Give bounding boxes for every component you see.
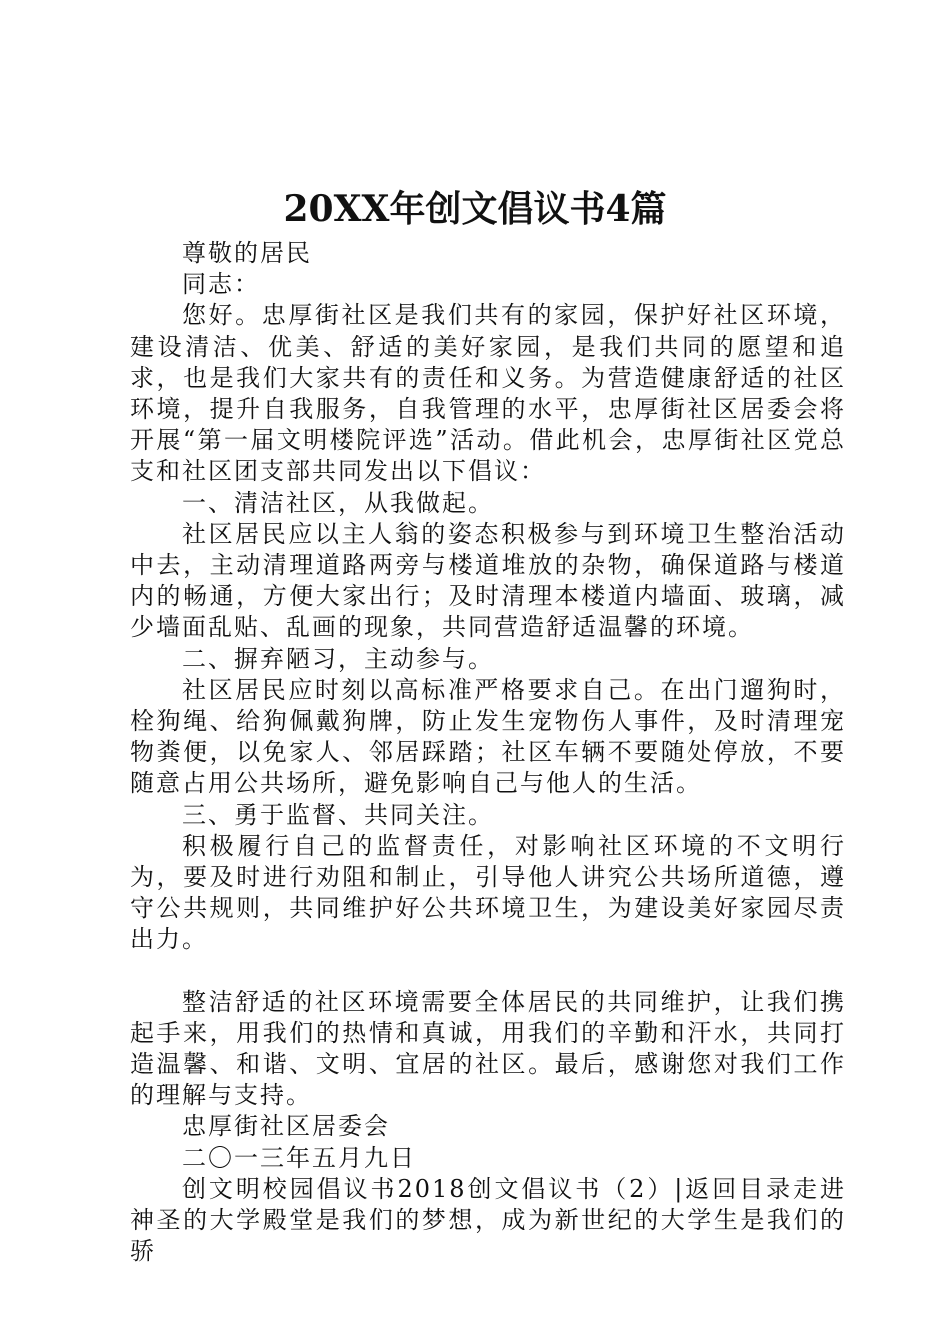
section-heading-2: 二、摒弃陋习，主动参与。: [182, 644, 494, 673]
intro-paragraph: 您好。忠厚街社区是我们共有的家园，保护好社区环境，建设清洁、优美、舒适的美好家园，是我们共同的愿望和追求，也是我们大家共有的责任和义务。为营造健康舒适的社区环境，提升自我服务，自我管理的水平，忠厚街社区居委会将开展“第一届文明楼院评选”活动。借此机会，忠厚街社区党总支和社区团支部共同发出以下倡议：: [130, 301, 846, 486]
section-paragraph-2: 社区居民应时刻以高标准严格要求自己。在出门遛狗时，栓狗绳、给狗佩戴狗牌，防止发生宠物伤人事件，及时清理宠物粪便，以免家人、邻居踩踏；社区车辆不要随处停放，不要随意占用公共场所，避免影响自己与他人的生活。: [130, 675, 846, 798]
next-article-paragraph: 创文明校园倡议书2018创文倡议书（2）|返回目录走进神圣的大学殿堂是我们的梦想，成为新世纪的大学生是我们的骄: [130, 1174, 846, 1266]
signature-organization: 忠厚街社区居委会: [182, 1112, 390, 1141]
salutation-line-2: 同志：: [182, 270, 260, 299]
section-paragraph-3: 积极履行自己的监督责任，对影响社区环境的不文明行为，要及时进行劝阻和制止，引导他人讲究公共场所道德，遵守公共规则，共同维护好公共环境卫生，为建设美好家园尽责出力。: [130, 831, 846, 954]
signature-date: 二〇一三年五月九日: [182, 1143, 416, 1172]
salutation-line-1: 尊敬的居民: [182, 239, 312, 267]
section-paragraph-1: 社区居民应以主人翁的姿态积极参与到环境卫生整治活动中去，主动清理道路两旁与楼道堆放的杂物，确保道路与楼道内的畅通，方便大家出行；及时清理本楼道内墙面、玻璃，减少墙面乱贴、乱画的现象，共同营造舒适温馨的环境。: [130, 519, 846, 642]
document-title: 20XX年创文倡议书4篇: [283, 188, 667, 230]
section-heading-3: 三、勇于监督、共同关注。: [182, 800, 494, 829]
document-body: [130, 238, 846, 1268]
section-heading-1: 一、清洁社区，从我做起。: [182, 488, 494, 517]
closing-paragraph: 整洁舒适的社区环境需要全体居民的共同维护，让我们携起手来，用我们的热情和真诚，用我们的辛勤和汗水，共同打造温馨、和谐、文明、宜居的社区。最后，感谢您对我们工作的理解与支持。: [130, 987, 846, 1110]
